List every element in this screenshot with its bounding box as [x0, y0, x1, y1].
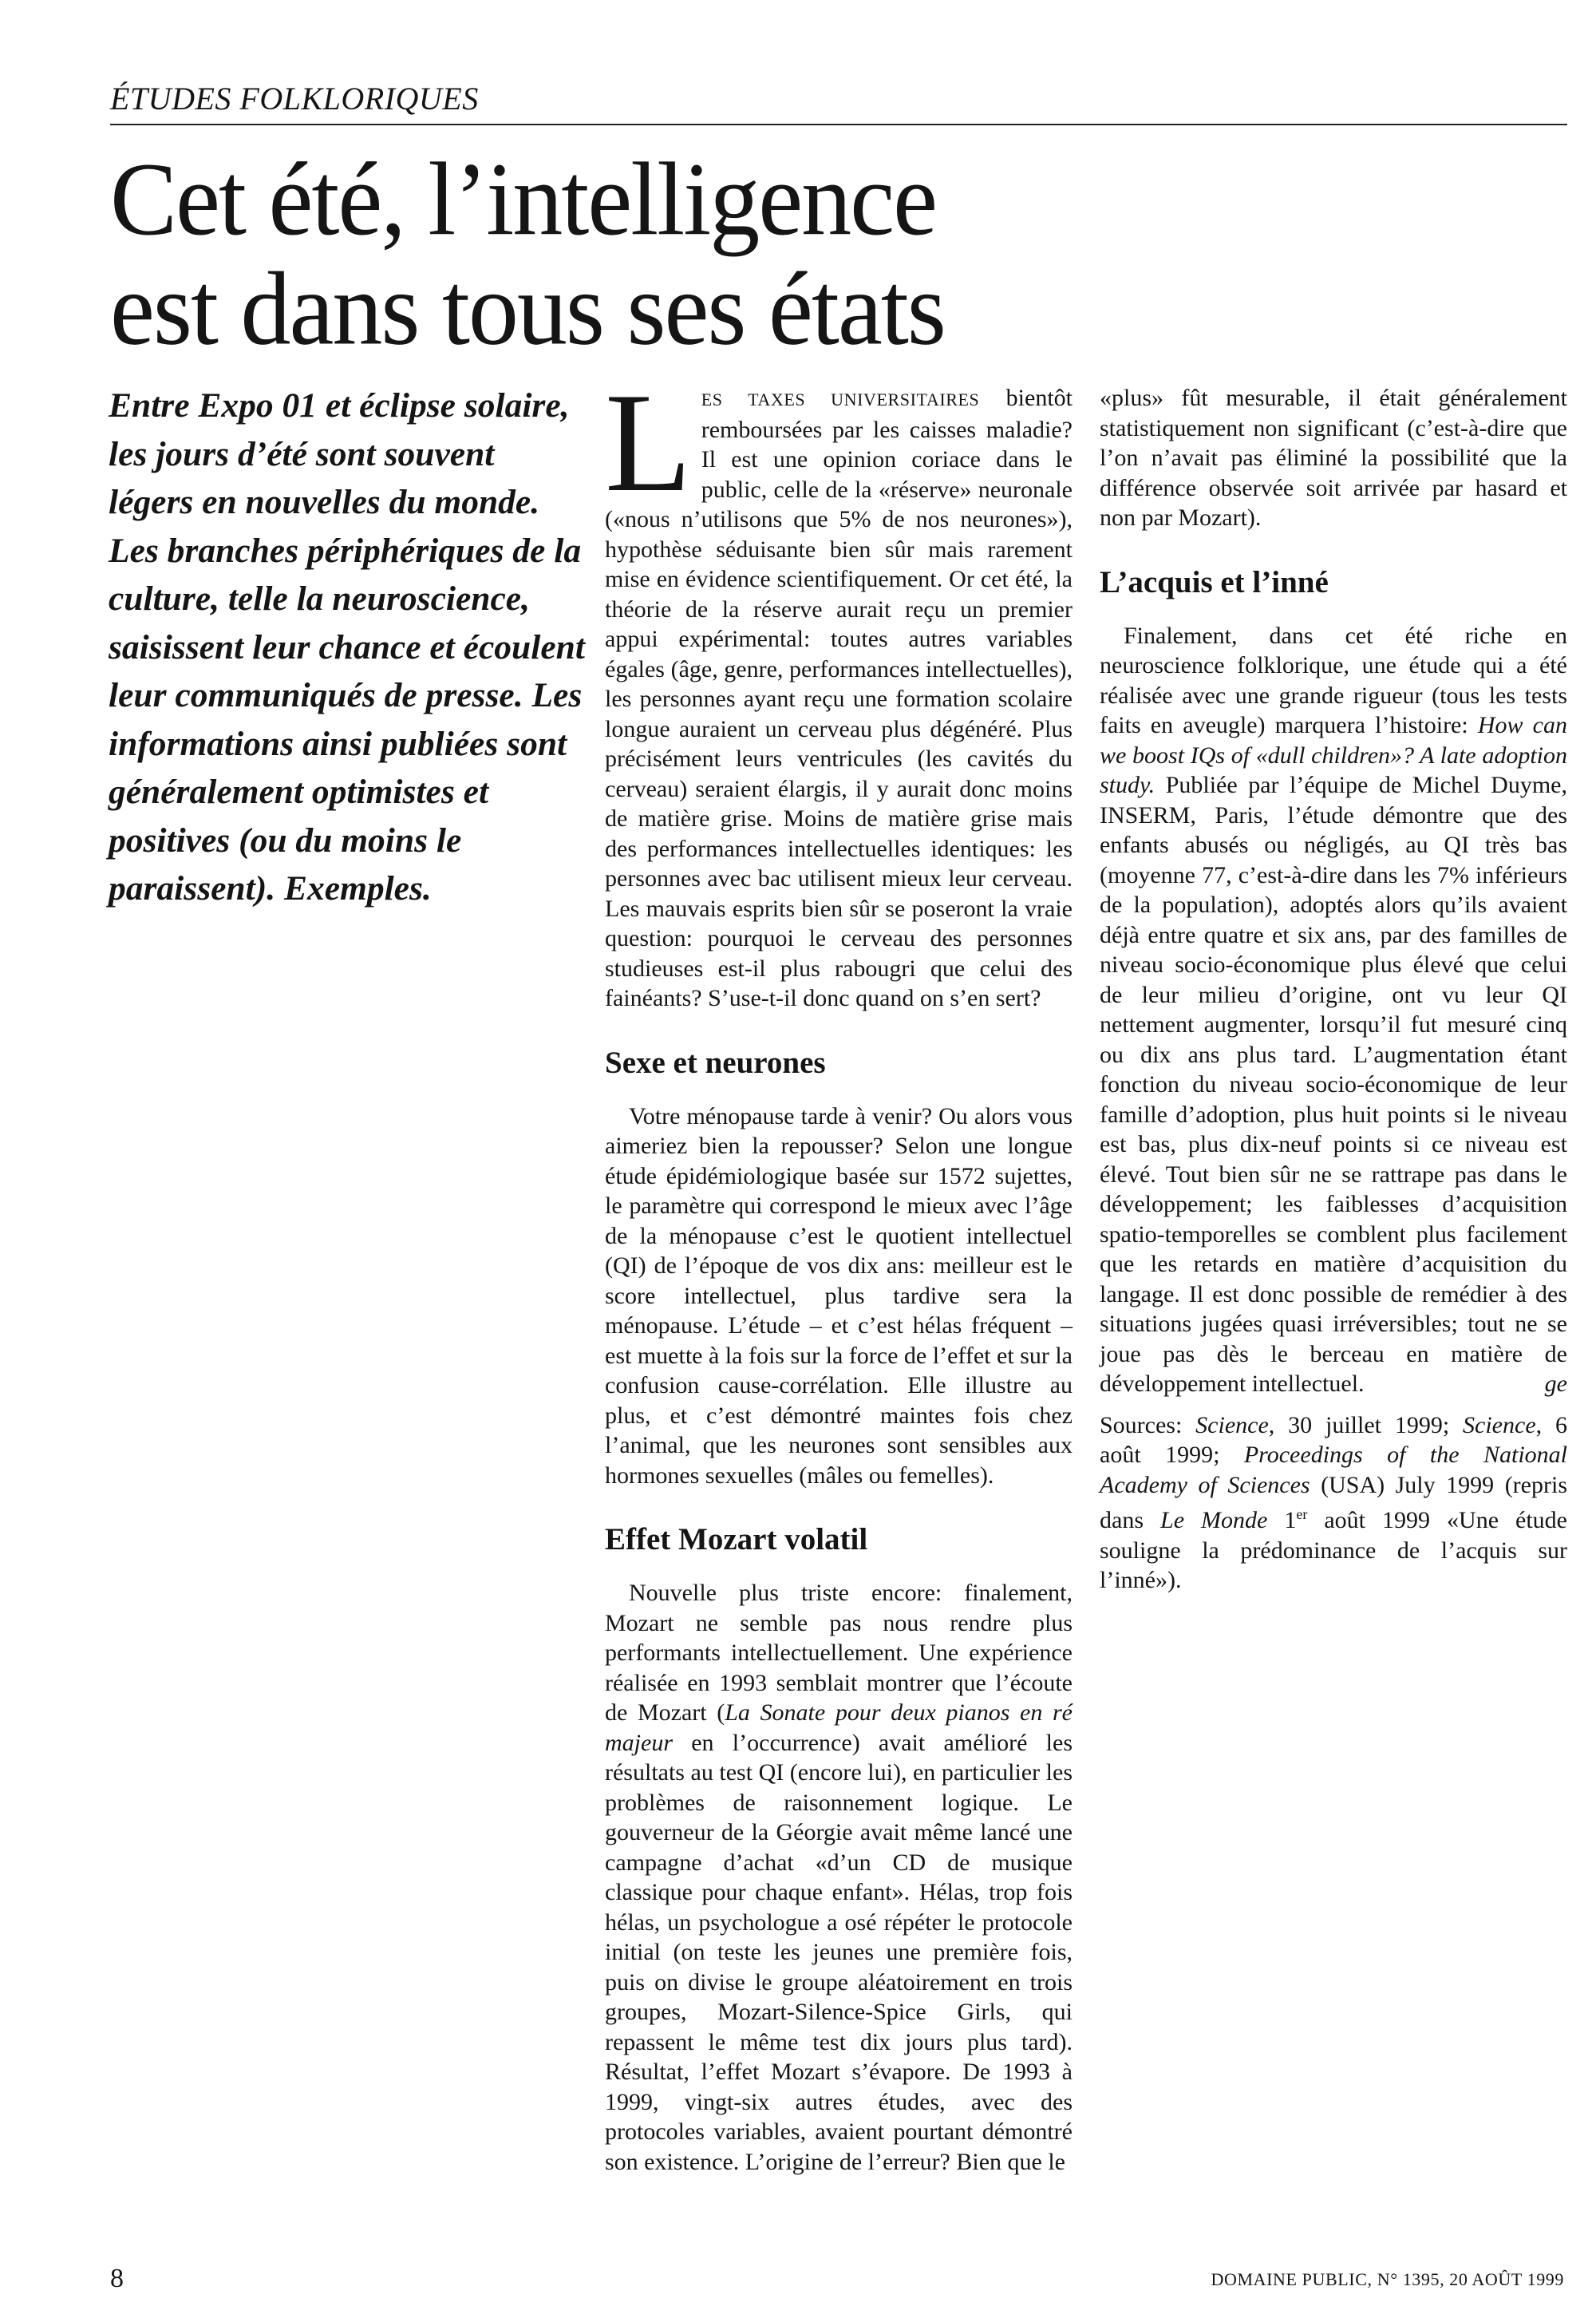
article-column-2: [1100, 383, 1567, 1596]
mozart-text-1: Nouvelle plus triste encore: finalement, Mozart ne semble pas nous rendre plus performants intellectuellement. Une expérience réalisée en 1993 semblait montrer que l’écoute de Mozart (: [605, 1580, 1073, 1726]
section-label: ÉTUDES FOLKLORIQUES: [110, 81, 479, 117]
top-rule: [110, 124, 1567, 125]
headline: [110, 141, 1227, 367]
mozart-text-2: en l’occurrence) avait amélioré les résultats au test QI (encore lui), en particulier les problèmes de raisonnement logique. Le gouverneur de la Géorgie avait même lancé une campagne d’achat «d’un CD de musique classique pour chaque enfant». Hélas, trop fois hélas, un psychologue a osé répéter le protocole initial (on teste les jeunes une première fois, puis on divise le groupe aléatoirement en trois groupes, Mozart-Silence-Spice Girls, qui repassent le même test dix jours plus tard). Résultat, l’effet Mozart s’évapore. De 1993 à 1999, vingt-six autres études, avec des protocoles variables, avaient pourtant démontré son existence. L’origine de l’erreur? Bien que le: [605, 1729, 1073, 2175]
sources-part: , 30 juillet 1999;: [1268, 1411, 1464, 1438]
lead-text: bientôt remboursées par les caisses maladie? Il est une opinion coriace dans le public, celle de la «réserve» neuronale («nous n’utilisons que 5% de nos neurones»), hypothèse séduisante bien sûr mais rarement mise en évidence scientifiquement. Or cet été, la théorie de la réserve aurait reçu un premier appui expérimental: toutes autres variables égales (âge, genre, performances intellectuelles), les personnes ayant reçu une formation scolaire longue auraient un cerveau plus dégénéré. Plus précisément leurs ventricules (les cavités du cerveau) seraient élargis, il y aurait donc moins de matière grise. Moins de matière grise mais des performances intellectuelles identiques: les personnes avec bac utilisent mieux leur cerveau. Les mauvais esprits bien sûr se poseront la vraie question: pourquoi le cerveau des personnes studieuses est-il plus rabougri que celui des fainéants? S’use-t-il donc quand on s’en sert?: [605, 385, 1073, 1011]
acquis-text-1: Finalement, dans cet été riche en neuroscience folklorique, une étude qui a été réalisée avec une grande rigueur (tous les tests faits en aveugle) marquera l’histoire:: [1100, 622, 1567, 738]
acquis-italic: How can we boost IQs of «dull children»? A late adoption study.: [1100, 712, 1567, 798]
article-column-1: [605, 363, 1073, 2177]
lead-small-caps: ES TAXES UNIVERSITAIRES: [701, 390, 980, 409]
heading-acquis-inne: L’acquis et l’inné: [1100, 564, 1329, 599]
publication-info: DOMAINE PUBLIC, N° 1395, 20 AOÛT 1999: [1211, 2269, 1564, 2289]
headline-line-1: Cet été, l’intelligence: [110, 141, 937, 258]
page-number: 8: [110, 2264, 124, 2293]
column-2-content: [1100, 383, 1567, 1596]
paragraph-acquis: [1100, 621, 1567, 1399]
sources-part: août 1999 «Une étude souligne la prédominance de l’acquis sur l’inné»).: [1100, 1507, 1567, 1593]
lead-paragraph: [605, 363, 1073, 1014]
sources-part: Science: [1195, 1411, 1269, 1438]
drop-cap: L: [605, 363, 692, 521]
mozart-italic: La Sonate pour deux pianos en ré majeur: [605, 1699, 1073, 1756]
publication-footer: [1189, 2268, 1564, 2291]
sources-part: er: [1296, 1506, 1308, 1522]
paragraph-mozart: [605, 1578, 1073, 2177]
sources-part: Sources:: [1100, 1411, 1196, 1438]
sources-part: Le Monde: [1160, 1507, 1268, 1533]
heading-sexe-neurones: Sexe et neurones: [605, 1045, 826, 1080]
paragraph-mozart-continued: «plus» fût mesurable, il était généralement statistiquement non significant (c’est-à-dire que l’on n’avait pas éliminé la possibilité que la différence observée soit arrivée par hasard et non par Mozart).: [1100, 385, 1567, 531]
intro-block: [109, 382, 587, 913]
sources-part: 1: [1267, 1507, 1297, 1533]
acquis-text-2: Publiée par l’équipe de Michel Duyme, INSERM, Paris, l’étude démontre que des enfants abusés ou négligés, au QI très bas (moyenne 77, c’est-à-dire dans les 7% inférieurs de la population), adoptés alors qu’ils avaient déjà entre quatre et six ans, par des familles de niveau socio-économique plus élevé que celui de leur milieu d’origine, ont vu leur QI nettement augmenter, lorsqu’il fut mesuré cinq ou dix ans plus tard. L’augmentation étant fonction du niveau socio-économique de leur famille d’adoption, plus huit points si le niveau est bas, plus dix-neuf points si ce niveau est élevé. Tout bien sûr ne se rattrape pas dans le développement; les faiblesses d’acquisition spatio-temporelles se comblent plus facilement que les retards en matière d’acquisition du langage. Il est donc possible de remédier à des situations jugées quasi irréversibles; tout ne se joue pas dès le berceau en matière de développement intellectuel.: [1100, 772, 1567, 1397]
sources-part: Proceedings of the National Academy of Sciences: [1100, 1442, 1567, 1498]
author-signature: ge: [1544, 1371, 1567, 1397]
sources-part: Science: [1463, 1411, 1536, 1438]
sources-paragraph: [1100, 1410, 1567, 1596]
intro-paragraph: Les branches périphériques de la culture, telle la neuroscience, saisissent leur chance et écoulent leur communiqués de presse. Les informations ainsi publiées sont généralement optimistes et positives (ou du moins le paraissent). Exemples.: [109, 531, 585, 908]
paragraph-sexe: Votre ménopause tarde à venir? Ou alors vous aimeriez bien la repousser? Selon une longue étude épidémiologique basée sur 1572 sujettes, le paramètre qui correspond le mieux avec l’âge de la ménopause c’est le quotient intellectuel (QI) de l’époque de vos dix ans: meilleur est le score intellectuel, plus tardive sera la ménopause. L’étude – et c’est hélas fréquent – est muette à la fois sur la force de l’effet et sur la confusion cause-corrélation. Elle illustre au plus, et c’est démontré maintes fois chez l’animal, que les neurones sont sensibles aux hormones sexuelles (mâles ou femelles).: [605, 1102, 1073, 1489]
sources-part: , 6 août 1999;: [1100, 1411, 1567, 1468]
heading-effet-mozart: Effet Mozart volatil: [605, 1522, 868, 1556]
intro-paragraph: Entre Expo 01 et éclipse solaire, les jours d’été sont souvent légers en nouvelles du monde.: [109, 386, 570, 521]
headline-line-2: est dans tous ses états: [110, 251, 945, 367]
sources-part: (USA) July 1999 (repris dans: [1100, 1471, 1567, 1533]
